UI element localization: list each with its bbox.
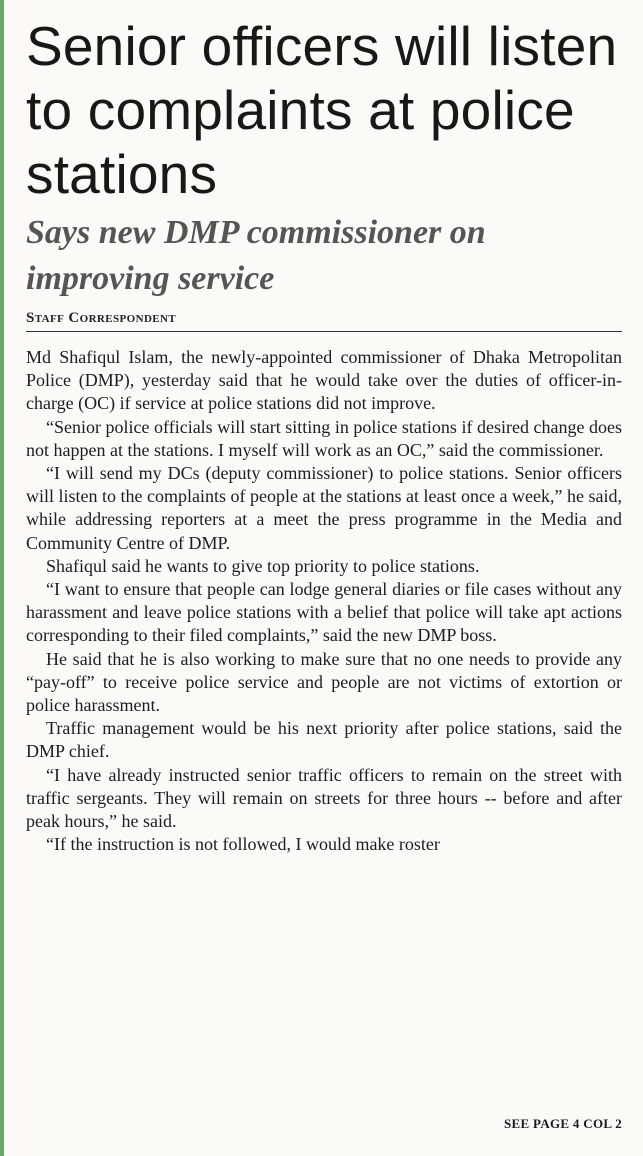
paragraph: Shafiqul said he wants to give top priority to police stations. bbox=[46, 555, 480, 576]
byline: Staff Correspondent bbox=[26, 310, 622, 332]
paragraph: “I will send my DCs (deputy commissioner) to police stations. Senior officers will listen to the complaints of people at the stations at least once a week,” he said, while addressing reporters at a meet the press programme in the Media and Community Centre of DMP. bbox=[26, 463, 622, 553]
paragraph: “I have already instructed senior traffic officers to remain on the street with traffic sergeants. They will remain on streets for three hours -- before and after peak hours,” he said. bbox=[26, 764, 622, 832]
continued-jump-line[interactable]: SEE PAGE 4 COL 2 bbox=[504, 1116, 622, 1131]
paragraph: “Senior police officials will start sitting in police stations if desired change does not happen at the stations. I myself will work as an OC,” said the commissioner. bbox=[26, 416, 622, 460]
paragraph: “If the instruction is not followed, I would make roster bbox=[46, 834, 440, 855]
deck-subheadline: Says new DMP commissioner on improving service bbox=[26, 214, 486, 297]
paragraph: Md Shafiqul Islam, the newly-appointed commissioner of Dhaka Metropolitan Police (DMP), yesterday said that he would take over the duties of officer-in-charge (OC) if service at police stations did not improve. bbox=[26, 347, 622, 414]
paragraph: He said that he is also working to make sure that no one needs to provide any “pay-off” to receive police service and people are not victims of extortion or police harassment. bbox=[26, 648, 622, 716]
jump-container bbox=[26, 0, 622, 1156]
paragraph: Traffic management would be his next priority after police stations, said the DMP chief. bbox=[26, 718, 622, 762]
paragraph: “I want to ensure that people can lodge general diaries or file cases without any harassment and leave police stations with a belief that police will take apt actions corresponding to their filed complaints,” said the new DMP boss. bbox=[26, 579, 622, 646]
left-column-rule bbox=[0, 0, 4, 1156]
headline: Senior officers will listen to complaints at police stations bbox=[26, 15, 618, 205]
